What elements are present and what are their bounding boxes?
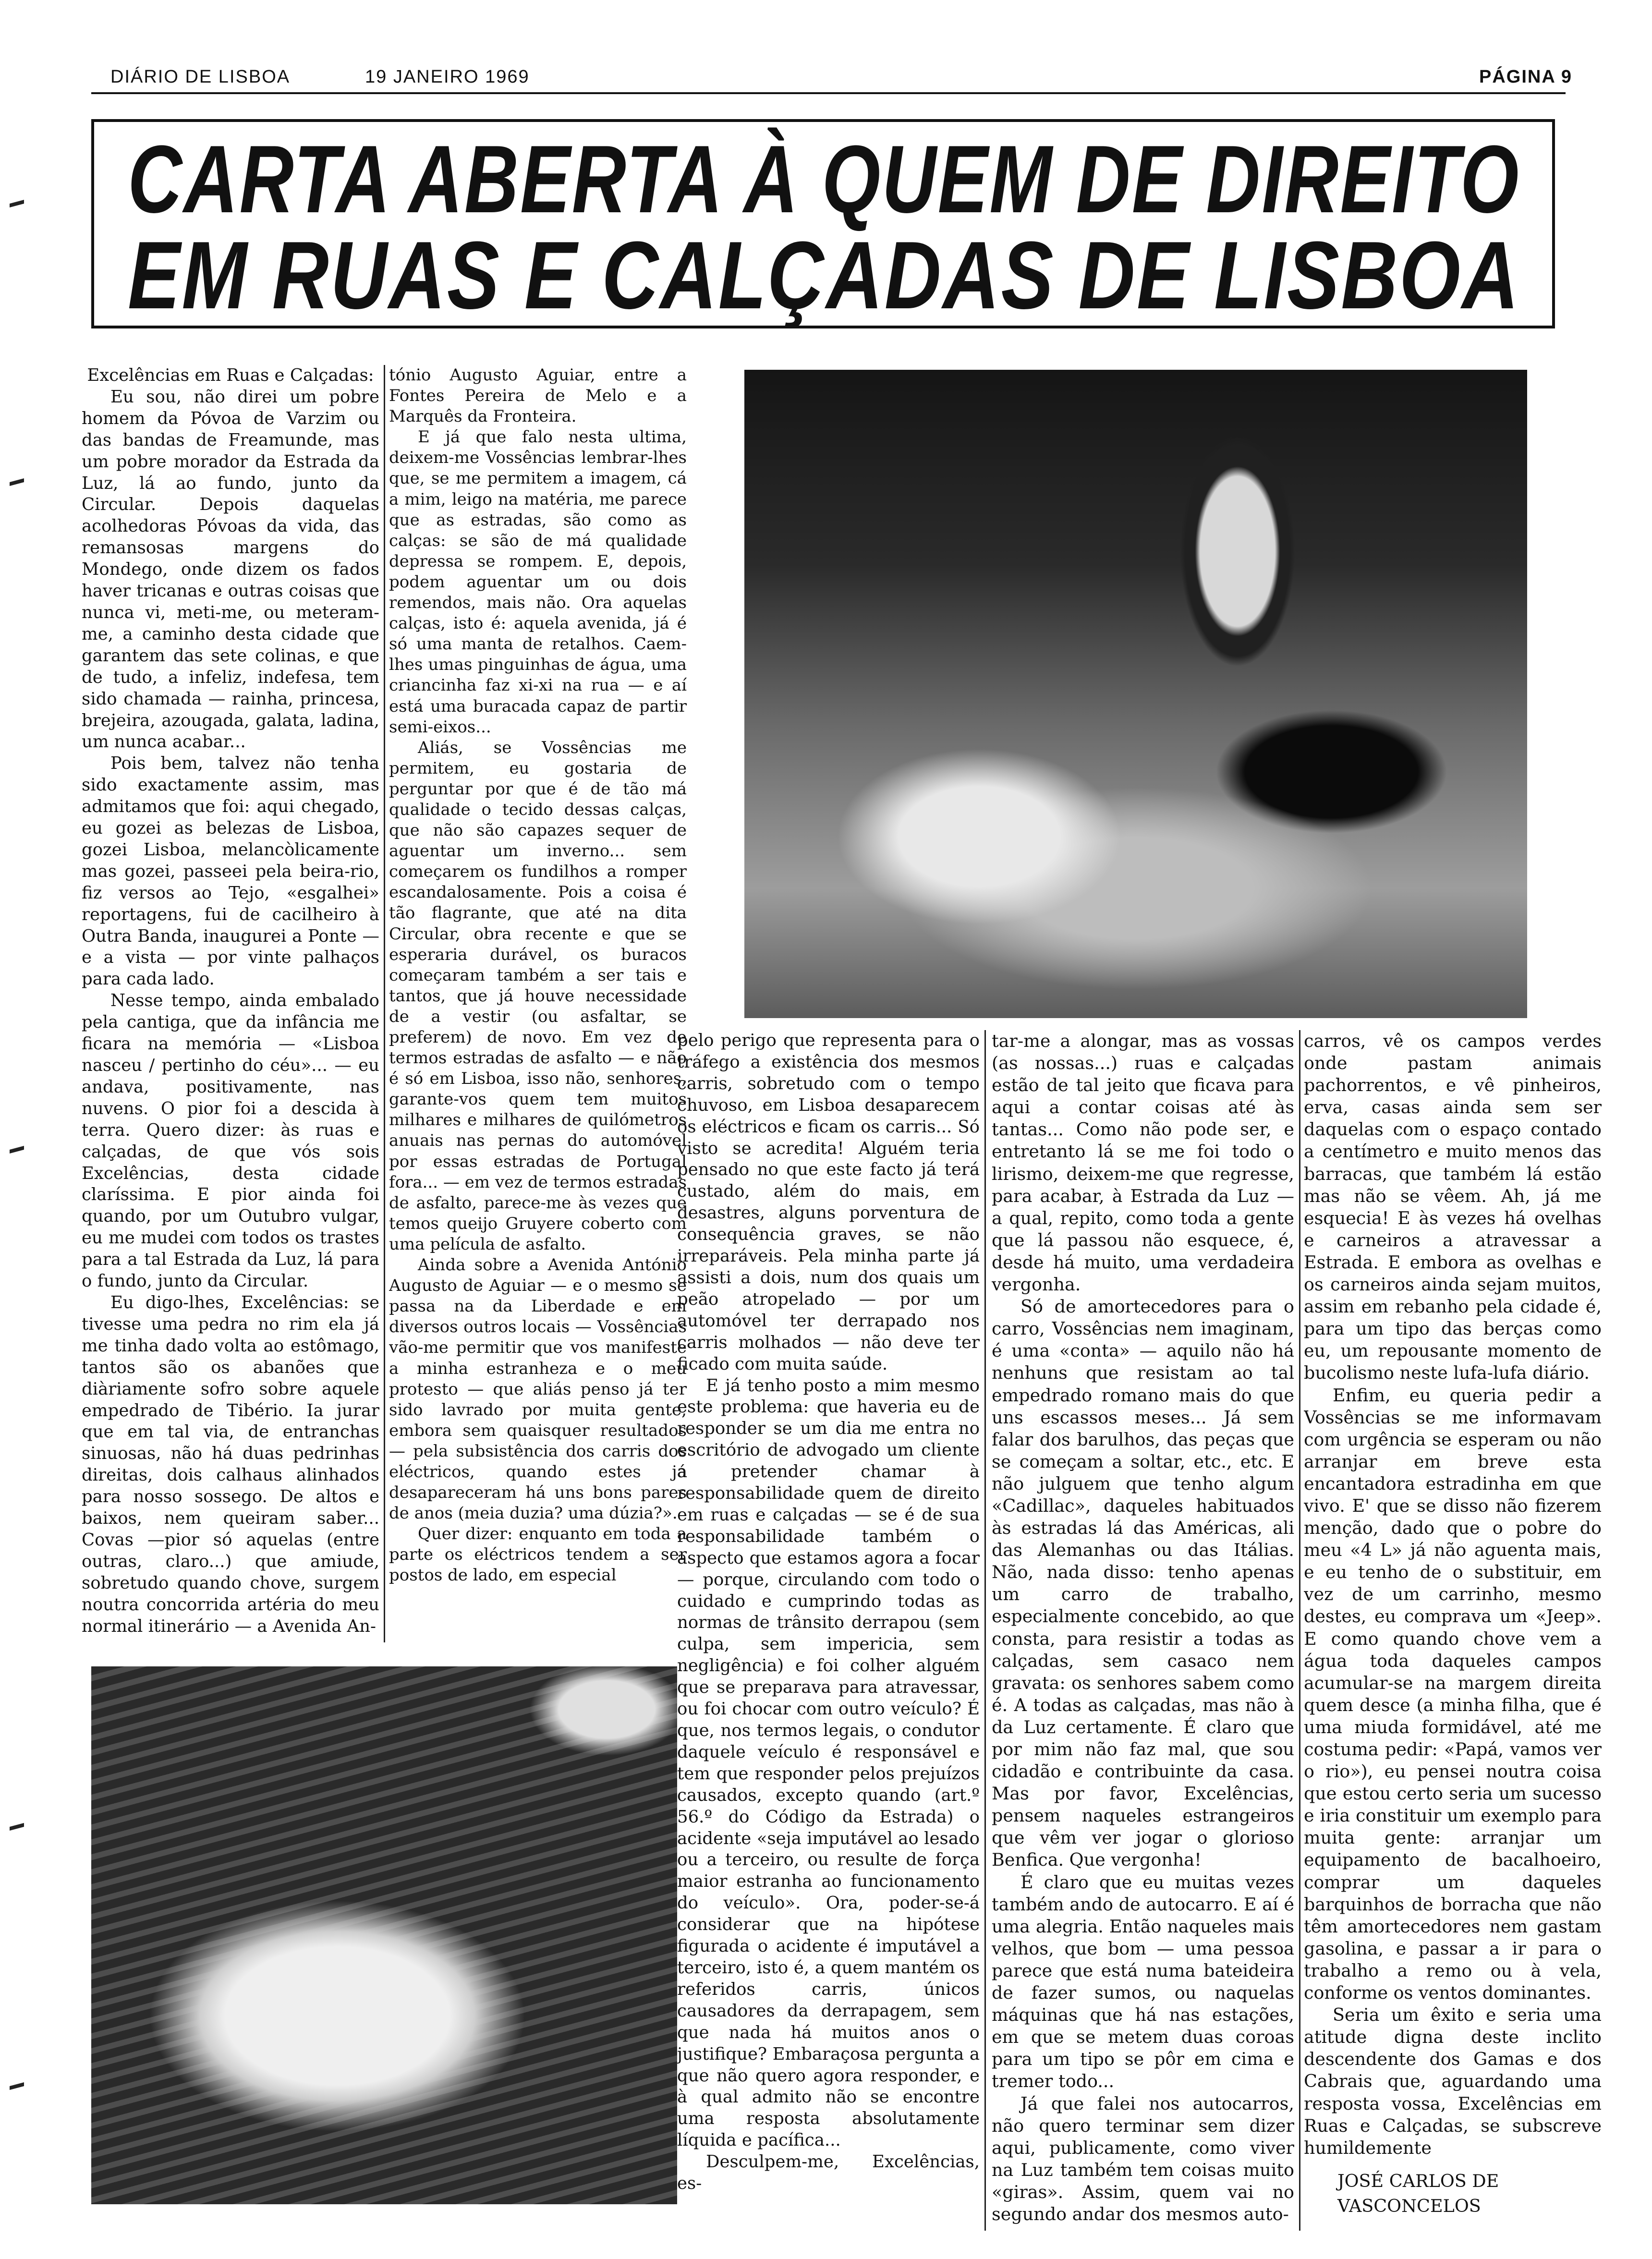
margin-mark — [10, 1823, 24, 1831]
margin-mark — [10, 200, 24, 207]
photo-car-pothole — [744, 370, 1527, 1018]
paragraph: Seria um êxito e seria uma atitude digna deste inclito descendente dos Gamas e dos Cabrais que, aguardando uma resposta vossa, Excelências em Ruas e Calçadas, se subscreve humildemente — [1304, 2004, 1602, 2158]
headline-line-1: CARTA ABERTA À QUEM DE DIREITO — [128, 126, 1520, 233]
paragraph: pelo perigo que representa para o tráfego a existência dos mesmos carris, sobretudo com o tempo chuvoso, em Lisboa desaparecem os eléctricos e ficam os carris... Só visto se acredita! Alguém teria pensado no que este facto já terá custado, além do mais, em desastres, alguns porventura de consequência graves, se não irreparáveis. Pela minha parte já assisti a dois, num dos quais um peão atropelado — por um automóvel ter derrapado nos carris molhados — não deve ter ficado com muita saúde. — [677, 1031, 980, 1374]
issue-date: 19 JANEIRO 1969 — [365, 67, 530, 87]
headline-line-2: EM RUAS E CALÇADAS DE LISBOA — [128, 222, 1520, 329]
paragraph: Ainda sobre a Avenida António Augusto de Aguiar — e o mesmo se passa na da Liberdade e em diversos outros locais — Vossências vão-me permitir que vos manifeste a minha estranheza e o meu protesto — que aliás penso já ter sido lavrado por muita gente, embora sem quaisquer resultados — pela subsistência dos carris dos eléctricos, quando estes já desapareceram há uns bons pares de anos (meia duzia? uma dúzia?». — [389, 1255, 687, 1523]
paragraph: Eu sou, não direi um pobre homem da Póvoa de Varzim ou das bandas de Freamunde, mas um pobre morador da Estrada da Luz, lá ao fundo, junto da Circular. Depois daquelas acolhedoras Póvoas da vida, das remansosas margens do Mondego, onde dizem os fados haver tricanas e outras coisas que nunca vi, meti-me, ou meteram-me, a caminho desta cidade que garantem das sete colinas, e que de tudo, a infeliz, indefesa, tem sido chamada — rainha, princesa, brejeira, azougada, galata, ladina, um nunca acabar... — [82, 387, 379, 752]
article-column-1 — [82, 365, 379, 1642]
paragraph: Quer dizer: enquanto em toda a parte os eléctricos tendem a ser postos de lado, em especial — [389, 1524, 687, 1585]
article-column-4 — [992, 1030, 1294, 2231]
article-column-2 — [389, 365, 687, 1642]
paragraph: Desculpem-me, Excelências, es- — [677, 2152, 980, 2194]
paragraph: Já que falei nos autocarros, não quero terminar sem dizer aqui, publicamente, como viver na Luz também tem coisas muito «giras». Assim, quem vai no segundo andar dos mesmos auto- — [992, 2093, 1294, 2224]
page-number: PÁGINA 9 — [1479, 67, 1573, 87]
photo-flooded-street — [91, 1666, 677, 2204]
paragraph: tar-me a alongar, mas as vossas (as nossas...) ruas e calçadas estão de tal jeito que ficava para aqui a contar coisas até às tantas... Como não pode ser, e entretanto lá se me foi todo o lirismo, deixem-me que regresse, para acabar, à Estrada da Luz — a qual, repito, como toda a gente que lá passou não esquece, é, desde há muito, uma verdadeira vergonha. — [992, 1031, 1294, 1295]
margin-mark — [10, 2082, 24, 2090]
salutation: Excelências em Ruas e Calçadas: — [87, 365, 374, 385]
paragraph: Aliás, se Vossências me permitem, eu gostaria de perguntar por que é de tão má qualidade o tecido dessas calças, que não são capazes sequer de aguentar um inverno... sem começarem os fundilhos a romper escandalosamente. Pois a coisa é tão flagrante, que até na dita Circular, obra recente e que se esperaria durável, os buracos começaram também a ser tais e tantos, que já houve necessidade de a vestir (ou asfaltar, se preferem) de novo. Em vez de termos estradas de asfalto — e não é só em Lisboa, isso não, senhores, garante-vos quem tem muitos milhares e milhares de quilómetros anuais nas pernas do automóvel por essas estradas de Portugal fora... — em vez de termos estradas de asfalto, parece-me às vezes que temos queijo Gruyere coberto com uma película de asfalto. — [389, 738, 687, 1254]
article-column-5 — [1304, 1030, 1602, 2231]
newspaper-name: DIÁRIO DE LISBOA — [110, 67, 291, 87]
paragraph: Pois bem, talvez não tenha sido exactamente assim, mas admitamos que foi: aqui chegado, eu gozei as belezas de Lisboa, gozei Lisboa, melancòlicamente mas gozei, passeei pela beira-rio, fiz versos ao Tejo, «esgalhei» reportagens, fui de cacilheiro à Outra Banda, inaugurei a Ponte — e a vista — por vinte palhaços para cada lado. — [82, 753, 379, 989]
paragraph: Eu digo-lhes, Excelências: se tivesse uma pedra no rim ela já me tinha dado volta ao estômago, tantos são os abanões que diàriamente sofro sobre aquele empedrado de Tibério. Ia jurar que em tal via, de entranchas sinuosas, não há duas pedrinhas direitas, dois calhaus alinhados para nosso sossego. De altos e baixos, nem queiram saber... Covas —pior só aquelas (entre outras, claro...) que amiude, sobretudo quando chove, surgem noutra concorrida artéria do meu normal itinerário — a Avenida An- — [82, 1292, 379, 1636]
margin-mark — [10, 478, 24, 486]
paragraph: Nesse tempo, ainda embalado pela cantiga, que da infância me ficara na memória — «Lisboa nasceu / pertinho do céu»... — eu andava, positivamente, nas nuvens. O pior foi a descida à terra. Quero dizer: às ruas e calçadas, de que vós sois Excelências, desta cidade claríssima. E pior ainda foi quando, por um Outubro vulgar, eu me mudei com todos os trastes para a tal Estrada da Luz, lá para o fundo, junto da Circular. — [82, 991, 379, 1291]
column-rule — [384, 365, 385, 1642]
paragraph: E já que falo nesta ultima, deixem-me Vossências lembrar-lhes que, se me permitem a imagem, cá a mim, leigo na matéria, me parece que as estradas, são como as calças: se são de má qualidade depressa se rompem. E, depois, podem aguentar um ou dois remendos, mais não. Ora aquelas calças, isto é: aquela avenida, já é só uma manta de retalhos. Caem-lhes umas pinguinhas de água, uma criancinha faz xi-xi na rua — e aí está uma buracada capaz de partir semi-eixos... — [389, 427, 687, 737]
header-rule — [91, 92, 1566, 94]
paragraph: tónio Augusto Aguiar, entre a Fontes Pereira de Melo e a Marquês da Fronteira. — [389, 365, 687, 426]
paragraph: É claro que eu muitas vezes também ando de autocarro. E aí é uma alegria. Então naqueles mais velhos, que bom — uma pessoa parece que está numa bateideira de fazer sumos, ou naquelas máquinas que há nas estações, em que se metem duas coroas para um tipo se pôr em cima e tremer todo... — [992, 1871, 1294, 2092]
column-rule — [984, 1030, 986, 2231]
paragraph: Enfim, eu queria pedir a Vossências se me informavam com urgência se esperam ou não arranjar em breve esta encantadora estradinha em que vivo. E' que se disso não fizerem menção, dado que o pobre do meu «4 L» já não aguenta mais, e eu tenho de o substituir, em vez de um carrinho, mesmo destes, eu comprava um «Jeep». E como quando chove vem a água toda daqueles campos acumular-se na margem direita quem desce (a minha filha, que é uma miuda formidável, até me costuma pedir: «Papá, vamos ver o rio»), eu pensei noutra coisa que estou certo seria um sucesso e iria constituir um exemplo para muita gente: arranjar um equipamento de bacalhoeiro, comprar um daqueles barquinhos de borracha que não têm amortecedores nem gastam gasolina, e passar a ir para o trabalho a remo ou à vela, conforme os ventos dominantes. — [1304, 1385, 1602, 2004]
paragraph: carros, vê os campos verdes onde pastam animais pachorrentos, e vê pinheiros, erva, casas ainda sem ser daquelas com o espaço contado a centímetro e muito menos das barracas, que também lá estão mas não se vêem. Ah, já me esquecia! E às vezes há ovelhas e carneiros a atravessar a Estrada. E embora as ovelhas e os carneiros ainda sejam muitos, assim em rebanho pela cidade é, para um tipo das berças como eu, um repousante momento de bucolismo neste lufa-lufa diário. — [1304, 1031, 1602, 1384]
paragraph: E já tenho posto a mim mesmo este problema: que haveria eu de responder se um dia me entra no escritório de advogado um cliente a pretender chamar à responsabilidade quem de direito em ruas e calçadas — se é de sua responsabilidade também o aspecto que estamos agora a focar — porque, circulando com todo o cuidado e cumprindo todas as normas de trânsito derrapou (sem culpa, sem impericia, sem negligência) e foi colher alguém que se preparava para atravessar, ou foi chocar com outro veículo? É que, nos termos legais, o condutor daquele veículo é responsável e tem que responder pelos prejuízos causados, excepto quando (art.º 56.º do Código da Estrada) o acidente «seja imputável ao lesado ou a terceiro, ou resulte de força maior estranha ao funcionamento do veículo». Ora, poder-se-á considerar que na hipótese figurada o acidente é imputável a terceiro, isto é, a quem mantém os referidos carris, únicos causadores da derrapagem, sem que nada há muitos anos o justifique? Embaraçosa pergunta a que não quero agora responder, e à qual admito não se encontre uma resposta absolutamente líquida e pacífica... — [677, 1375, 980, 2150]
headline-box — [91, 119, 1555, 328]
column-rule — [1299, 1030, 1300, 2231]
author-signature: JOSÉ CARLOS DE VASCONCELOS — [1337, 2170, 1499, 2216]
article-column-3 — [677, 1030, 980, 2231]
margin-mark — [10, 1146, 24, 1154]
paragraph: Só de amortecedores para o carro, Vossências nem imaginam, é uma «conta» — aquilo não há nenhuns que resistam ao tal empedrado romano mais do que uns escassos meses... Já sem falar dos barulhos, das peças que se começam a soltar, etc., etc. E não julguem que tenho algum «Cadillac», daqueles habituados às estradas lá das Américas, ali das Alemanhas ou das Itálias. Não, nada disso: tenho apenas um carro de trabalho, especialmente concebido, ao que consta, para resistir a todas as calçadas, sem casaco nem gravata: os senhores sabem como é. A todas as calçadas, mas não à da Luz certamente. É claro que por mim não faz mal, que sou cidadão e contribuinte da casa. Mas por favor, Excelências, pensem naqueles estrangeiros que vêm ver jogar o glorioso Benfica. Que vergonha! — [992, 1296, 1294, 1870]
